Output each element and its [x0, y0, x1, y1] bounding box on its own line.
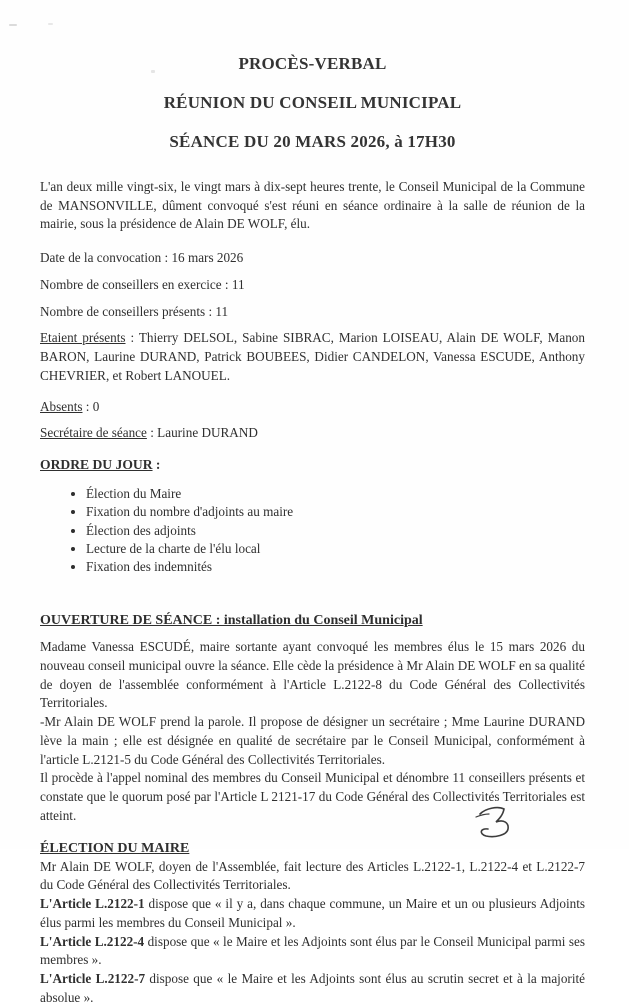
handwritten-paraphe-mark [473, 803, 515, 841]
ordre-du-jour-heading [40, 455, 585, 474]
presents-names: : Thierry DELSOL, Sabine SIBRAC, Marion LOISEAU, Alain DE WOLF, Manon BARON, Laurine DURAND, Patrick BOUBEES, Didier CANDELON, Vanessa ESCUDE, Anthony CHEVRIER, et Robert LANOUEL. [40, 330, 585, 383]
conseillers-exercice-line: Nombre de conseillers en exercice : 11 [40, 276, 245, 292]
ouverture-paragraph-2: -Mr Alain DE WOLF prend la parole. Il propose de désigner un secrétaire ; Mme Laurine DURAND lève la main ; elle est désignée en qualité de secrétaire par le Conseil Municipal, conformément à l'article L.2121-5 du Code Général des Collectivités Territoriales. [40, 714, 585, 767]
odj-item: • Élection du Maire [86, 486, 585, 502]
election-article-2 [40, 933, 585, 970]
absents-label: Absents [40, 398, 83, 414]
article-2122-1-label: L'Article L.2122-1 [40, 896, 145, 912]
article-2122-4-text: dispose que « le Maire et les Adjoints sont élus par le Conseil Municipal parmi ses membres ». [40, 933, 586, 968]
ordre-du-jour-list [86, 486, 585, 574]
scan-artifact-speck [9, 24, 17, 26]
article-2122-1-text: dispose que « il y a, dans chaque commune, un Maire et un ou plusieurs Adjoints élus parmi les membres du Conseil Municipal ». [40, 896, 586, 930]
absents-value: : 0 [82, 398, 100, 414]
absents-line [40, 398, 585, 417]
doc-title-line1: PROCÈS-VERBAL [238, 54, 387, 73]
article-2122-7-label: L'Article L.2122-7 [40, 971, 146, 987]
article-2122-7-text: dispose que « le Maire et les Adjoints sont élus au scrutin secret et à la majorité absolue ». [40, 971, 585, 1005]
secretaire-line [40, 424, 585, 443]
ouverture-heading [40, 613, 585, 629]
intro-paragraph: L'an deux mille vingt-six, le vingt mars à dix-sept heures trente, le Conseil Municipal de la Commune de MANSONVILLE, dûment convoqué s'est réuni en séance ordinaire à la salle de réunion de la mairie, sous la présidence de Alain DE WOLF, élu. [40, 179, 585, 232]
doc-title-line3: SÉANCE DU 20 MARS 2026, à 17H30 [169, 132, 456, 151]
odj-item: • Élection des adjoints [86, 523, 585, 539]
election-maire-heading [40, 841, 585, 857]
odj-item: • Fixation du nombre d'adjoints au maire [86, 504, 585, 520]
scan-artifact-speck [151, 70, 155, 73]
election-maire-heading-text: ÉLECTION DU MAIRE [40, 840, 190, 856]
ouverture-heading-text: OUVERTURE DE SÉANCE : installation du Conseil Municipal [40, 613, 423, 629]
ordre-du-jour-heading-colon: : [152, 457, 161, 473]
election-paragraph-1: Mr Alain DE WOLF, doyen de l'Assemblée, fait lecture des Articles L.2122-1, L.2122-4 et L.2122-7 du Code Général des Collectivités Territoriales. [40, 858, 585, 893]
presents-label: Etaient présents [40, 330, 126, 346]
secretaire-value: : Laurine DURAND [146, 425, 258, 441]
convocation-date-line: Date de la convocation : 16 mars 2026 [40, 250, 244, 266]
odj-item: • Fixation des indemnités [86, 559, 585, 575]
article-2122-4-label: L'Article L.2122-4 [40, 933, 145, 949]
odj-item: • Lecture de la charte de l'élu local [86, 541, 585, 557]
ouverture-paragraph-1: Madame Vanessa ESCUDÉ, maire sortante ayant convoqué les membres élus le 15 mars 2026 du nouveau conseil municipal ouvre la séance. Elle cède la présidence à Mr Alain DE WOLF en sa qualité de doyen de l'assemblée conformément à l'Article L.2122-8 du Code Général des Collectivités Territoriales. [40, 639, 585, 711]
secretaire-label: Secrétaire de séance [40, 425, 147, 441]
election-article-1 [40, 895, 585, 932]
doc-title-line2: RÉUNION DU CONSEIL MUNICIPAL [163, 93, 462, 112]
ordre-du-jour-heading-text: ORDRE DU JOUR [40, 457, 153, 473]
ouverture-paragraph-3: Il procède à l'appel nominal des membres du Conseil Municipal et dénombre 11 conseillers présents et constate que le quorum posé par l'Article L 2121-17 du Code Général des Collectivités Territoriales est atteint. [40, 770, 585, 823]
election-article-3 [40, 970, 585, 1007]
conseillers-presents-line: Nombre de conseillers présents : 11 [40, 303, 229, 319]
presents-paragraph [40, 329, 585, 385]
scan-artifact-speck [48, 23, 53, 25]
